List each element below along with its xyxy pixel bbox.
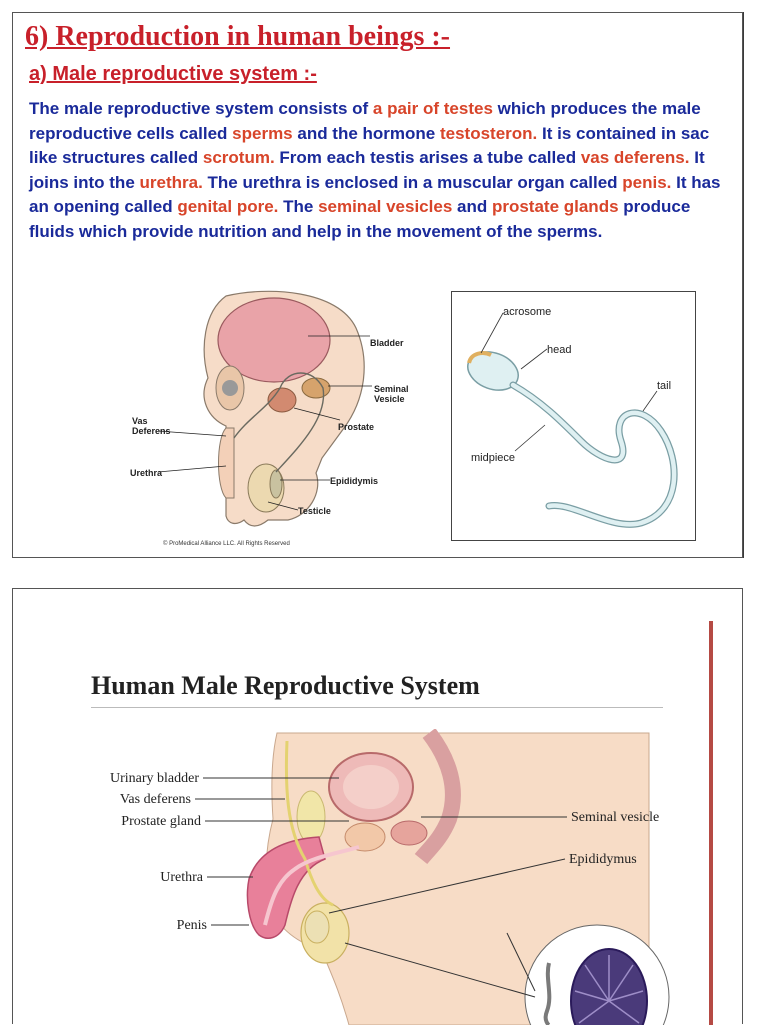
label-seminal-vesicle: Seminal vesicle xyxy=(571,810,660,825)
rectum-inner xyxy=(222,380,238,396)
label-vas-1: Vas xyxy=(132,416,148,426)
title-rule xyxy=(91,707,663,708)
copyright-text: © ProMedical Alliance LLC. All Rights Reserved xyxy=(163,541,290,547)
heading-text: 6) Reproduction in human beings :- xyxy=(25,21,451,52)
highlight-term: testosteron. xyxy=(439,123,538,143)
sperm-diagram xyxy=(451,291,696,541)
paragraph-run: The male reproductive system consists of xyxy=(29,99,373,118)
prostate-gland-shape xyxy=(345,823,385,851)
label-penis: Penis xyxy=(176,918,207,933)
penis-shape xyxy=(219,428,235,498)
highlight-term: genital pore. xyxy=(177,197,279,216)
label-epididymis: Epididymis xyxy=(330,476,379,486)
epididymus-shape xyxy=(305,911,329,943)
seminal-vesicle-shape xyxy=(302,378,330,398)
pubic-bone xyxy=(297,791,325,843)
paragraph-run: It is contained in sac like structures called xyxy=(29,123,710,167)
label-vas-deferens: Vas deferens xyxy=(119,792,191,807)
highlight-term: penis. xyxy=(622,172,672,192)
label-prostate-gland: Prostate gland xyxy=(121,814,201,829)
highlight-term: seminal vesicles xyxy=(318,197,453,216)
highlight-term: vas deferens. xyxy=(580,148,690,167)
label-urinary-bladder: Urinary bladder xyxy=(109,771,199,786)
label-urethra: Urethra xyxy=(130,468,163,478)
highlight-term: a pair of testes xyxy=(372,99,493,118)
label-testicle: Testicle xyxy=(298,506,331,516)
paragraph-run: and the hormone xyxy=(292,123,440,143)
sperm-frame xyxy=(452,292,696,541)
highlight-term: sperms xyxy=(232,123,293,143)
label-seminal-2: Vesicle xyxy=(374,394,405,404)
subheading-text: a) Male reproductive system :- xyxy=(29,63,317,85)
accent-bar xyxy=(709,621,713,1025)
paragraph-run: and xyxy=(452,197,492,216)
label-midpiece: midpiece xyxy=(471,452,516,464)
slide-2 xyxy=(12,588,743,1024)
epididymis-shape xyxy=(270,470,282,498)
label-seminal-1: Seminal xyxy=(374,384,409,394)
highlight-term: prostate glands xyxy=(491,197,619,216)
label-head: head xyxy=(547,344,572,356)
paragraph-run: The xyxy=(278,197,319,216)
label-tail: tail xyxy=(657,380,672,392)
paragraph-run: It joins into the xyxy=(29,148,705,192)
label-bladder: Bladder xyxy=(370,338,404,348)
label-urethra-2: Urethra xyxy=(160,870,203,885)
male-reproductive-diagram-1 xyxy=(108,288,438,550)
slide1-heading xyxy=(25,21,450,53)
label-prostate: Prostate xyxy=(338,422,375,432)
slide1-paragraph xyxy=(29,97,729,244)
label-epididymus: Epididymus xyxy=(569,852,637,867)
paragraph-run: produce fluids which provide nutrition and help in the movement of the sperms. xyxy=(29,197,691,241)
label-acrosome: acrosome xyxy=(503,306,552,318)
prostate-shape xyxy=(268,388,296,412)
paragraph-run: From each testis arises a tube called xyxy=(274,148,581,167)
paragraph-run: The urethra is enclosed in a muscular organ called xyxy=(202,172,623,192)
slide-1 xyxy=(12,12,743,558)
seminal-vesicle-shape-2 xyxy=(391,821,427,845)
label-vas-2: Deferens xyxy=(132,426,171,436)
bladder-inner xyxy=(343,765,399,809)
highlight-term: urethra. xyxy=(139,172,203,192)
male-reproductive-diagram-2 xyxy=(49,729,709,1025)
slide1-subheading xyxy=(29,63,317,86)
slide2-title: Human Male Reproductive System xyxy=(91,671,480,700)
highlight-term: scrotum. xyxy=(202,148,275,167)
paragraph-run: It has an opening called xyxy=(29,172,721,216)
paragraph-run: which produces the male reproductive cells called xyxy=(29,99,701,143)
